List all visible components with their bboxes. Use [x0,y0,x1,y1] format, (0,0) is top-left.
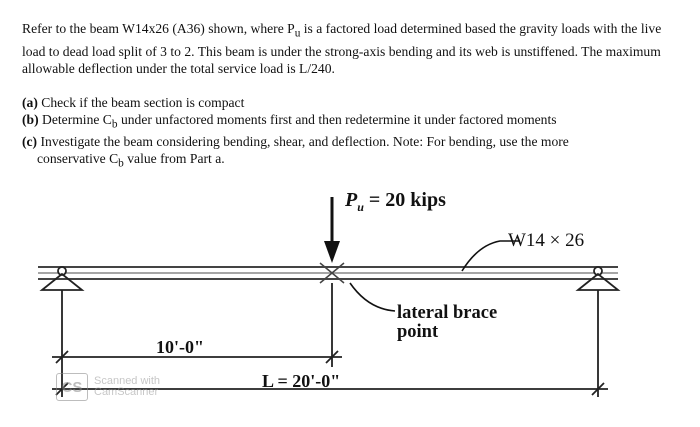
camscanner-logo-icon: CS [56,373,88,401]
load-arrow [324,197,340,263]
problem-parts [22,94,672,173]
camscanner-watermark [56,373,160,401]
part-c: (c) Investigate the beam considering bending, shear, and deflection. Note: For bending, use the more [22,134,569,150]
brace-pointer [350,283,395,311]
part-c-continued: conservative $C_b$ value from Part a. [37,151,225,171]
load-label: $P_u = 20$ kips [345,189,446,214]
part-b: (b) Determine $C_b$ under unfactored moments first and then redetermine it under factored moments [22,111,557,131]
problem-statement [22,20,672,173]
section-label: W14 × 26 [508,230,585,251]
problem-intro: Refer to the beam W14x26 (A36) shown, where $P_u$ is a factored load determined based the gravity loads with the live load to dead load split of 3 to 2. This beam is under the strong-axis bending and its web is unstiffened. The maximum allowable deflection under the total service load is L/240. [22,21,662,76]
part-a: (a) Check if the beam section is compact [22,94,245,110]
half-span-label: 10'-0" [156,337,204,357]
brace-label: lateral brace point [397,303,498,342]
span-label: L = 20'-0" [262,371,341,391]
watermark-text: Scanned with CamScanner [94,375,161,398]
